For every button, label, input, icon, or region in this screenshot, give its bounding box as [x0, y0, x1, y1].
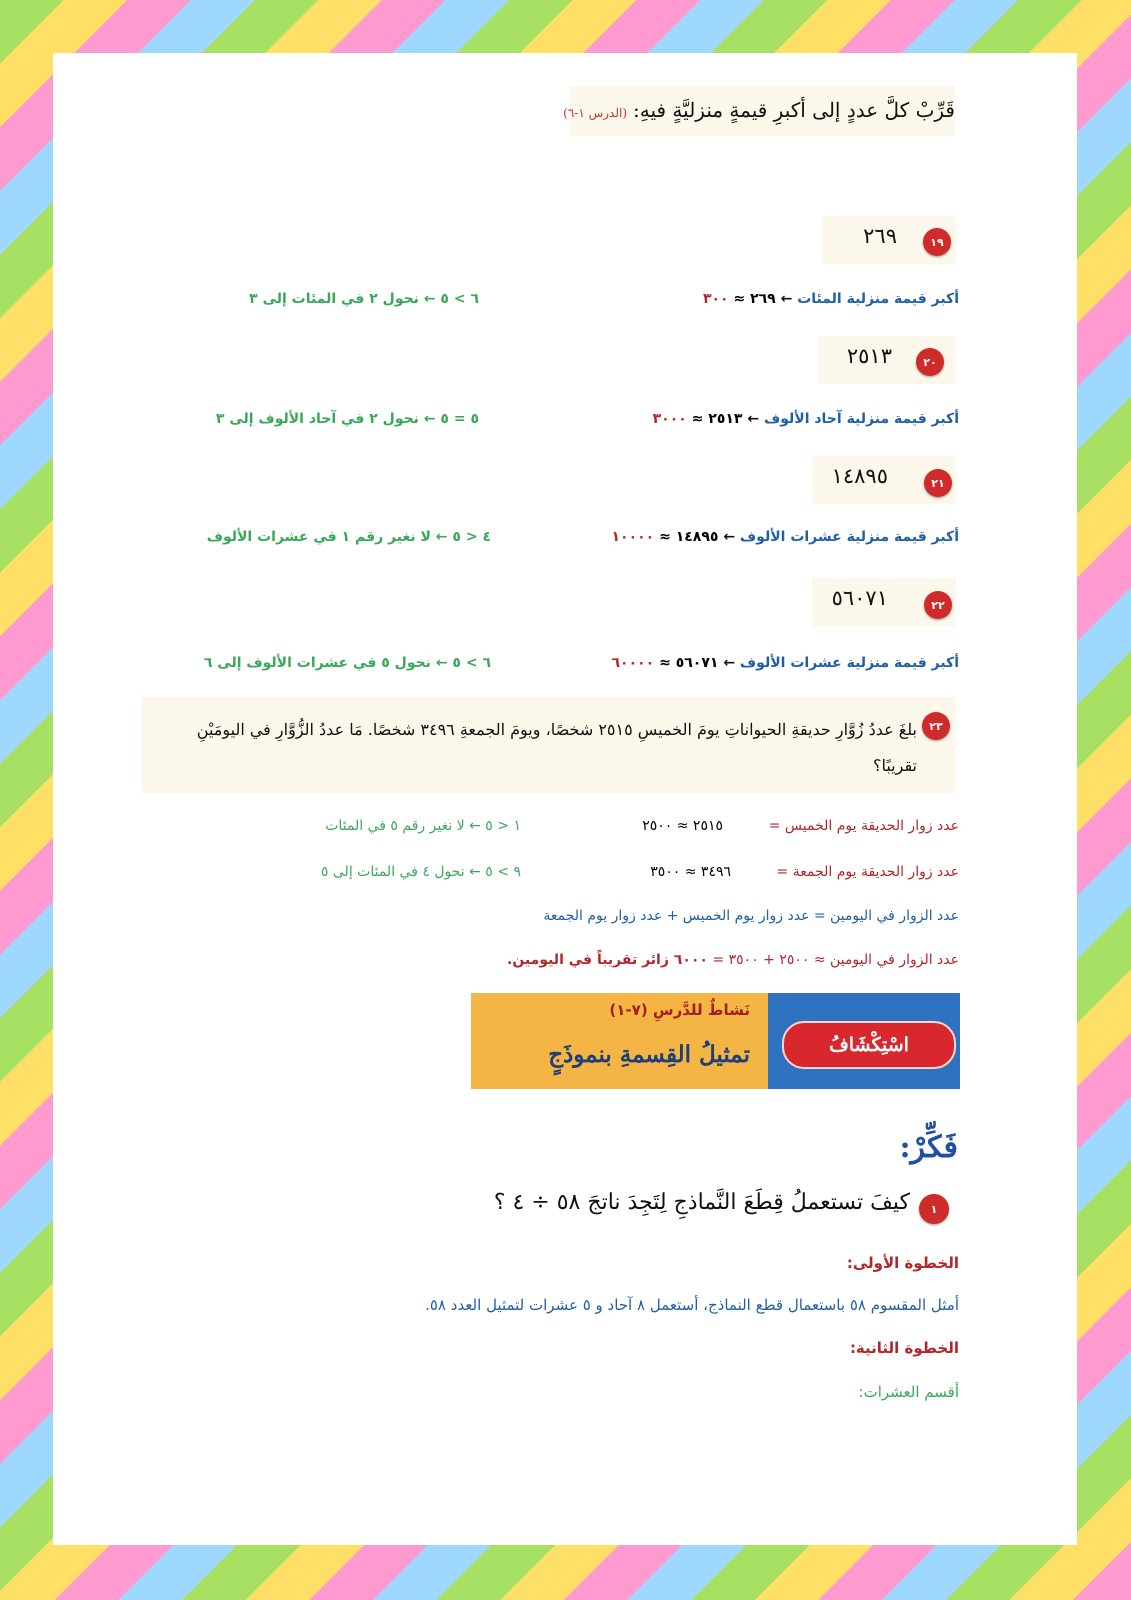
- problem-badge: ٢٣: [922, 712, 950, 740]
- thursday-rule: ١ < ٥ ← لا نغير رقم ٥ في المئات: [325, 818, 521, 834]
- explore-pill: اسْتِكْشَافُ: [782, 1021, 956, 1069]
- question-text: كيفَ تستعملُ قِطَعَ النَّماذجِ لِتَجِدَ ناتجَ ٥٨ ÷ ٤ ؟: [493, 1190, 910, 1215]
- step2-title: الخطوة الثانية:: [849, 1339, 959, 1357]
- step2-text: أقسم العشرات:: [858, 1383, 959, 1401]
- banner-title: تمثيلُ القِسمةِ بنموذَجٍ: [548, 1041, 750, 1068]
- answer-line: أكبر قيمة منزلية آحاد الألوف ← ٢٥١٣ ≈ ٣٠٠٠: [652, 411, 959, 427]
- banner-subtitle: نَشاطٌ للدَّرسِ (٧-١): [609, 1001, 750, 1019]
- problem-badge: ٢١: [924, 469, 952, 497]
- answer-line: أكبر قيمة منزلية عشرات الألوف ← ١٤٨٩٥ ≈ ١٠٠٠٠: [611, 529, 959, 545]
- problem-number: ٥٦٠٧١: [831, 586, 888, 610]
- question-badge: ١: [919, 1194, 949, 1224]
- answer-line: أكبر قيمة منزلية عشرات الألوف ← ٥٦٠٧١ ≈ ٦٠٠٠٠: [611, 655, 959, 671]
- sum-line: عدد الزوار في اليومين = عدد زوار يوم الخميس + عدد زوار يوم الجمعة: [543, 908, 959, 924]
- problem-badge: ٢٢: [924, 591, 952, 619]
- answer-line: أكبر قيمة منزلية المئات ← ٢٦٩ ≈ ٣٠٠: [702, 291, 959, 307]
- banner-blue-panel: [768, 993, 960, 1089]
- rounding-rule: ٤ < ٥ ← لا نغير رقم ١ في عشرات الألوف: [206, 529, 491, 545]
- word-problem-text: بلغَ عددُ زُوَّارِ حديقةِ الحيواناتِ يومَ الخميسِ ٢٥١٥ شخصًا، ويومَ الجمعةِ ٣٤٩٦ شخصًا. مَا عددُ الزُّوَّارِ في اليومَيْنِ تقريبًا؟: [196, 720, 917, 775]
- explore-banner: [471, 993, 960, 1089]
- thursday-line: عدد زوار الحديقة يوم الخميس =: [768, 818, 959, 834]
- problem-number: ٢٦٩: [863, 224, 897, 248]
- friday-rule: ٩ > ٥ ← نحول ٤ في المئات إلى ٥: [320, 864, 521, 880]
- friday-calc: ٣٤٩٦ ≈ ٣٥٠٠: [650, 864, 731, 880]
- problem-badge: ٢٠: [916, 348, 944, 376]
- step1-title: الخطوة الأولى:: [846, 1254, 959, 1272]
- thursday-calc: ٢٥١٥ ≈ ٢٥٠٠: [642, 818, 723, 834]
- header-title: قَرِّبْ كلَّ عددٍ إلى أكبرِ قيمةٍ منزليَّةٍ فيهِ:(الدرس ١-٦): [563, 98, 955, 122]
- rounding-rule: ٦ > ٥ ← نحول ٥ في عشرات الألوف إلى ٦: [203, 655, 491, 671]
- step1-text: أمثل المقسوم ٥٨ باستعمال قطع النماذج، أستعمل ٨ آحاد و ٥ عشرات لتمثيل العدد ٥٨.: [425, 1296, 959, 1314]
- think-heading: فَكِّرْ:: [899, 1130, 958, 1165]
- rounding-rule: ٥ = ٥ ← نحول ٢ في آحاد الألوف إلى ٣: [215, 411, 479, 427]
- rounding-rule: ٦ > ٥ ← نحول ٢ في المئات إلى ٣: [249, 291, 479, 307]
- worksheet-page: [53, 53, 1077, 1545]
- lesson-ref: (الدرس ١-٦): [563, 106, 628, 120]
- approx-line: عدد الزوار في اليومين ≈ ٢٥٠٠ + ٣٥٠٠ = ٦٠٠٠ زائر تقريباً في اليومين.: [507, 952, 959, 968]
- problem-number: ٢٥١٣: [846, 344, 892, 368]
- friday-line: عدد زوار الحديقة يوم الجمعة =: [776, 864, 959, 880]
- problem-number: ١٤٨٩٥: [831, 464, 888, 488]
- problem-badge: ١٩: [923, 228, 951, 256]
